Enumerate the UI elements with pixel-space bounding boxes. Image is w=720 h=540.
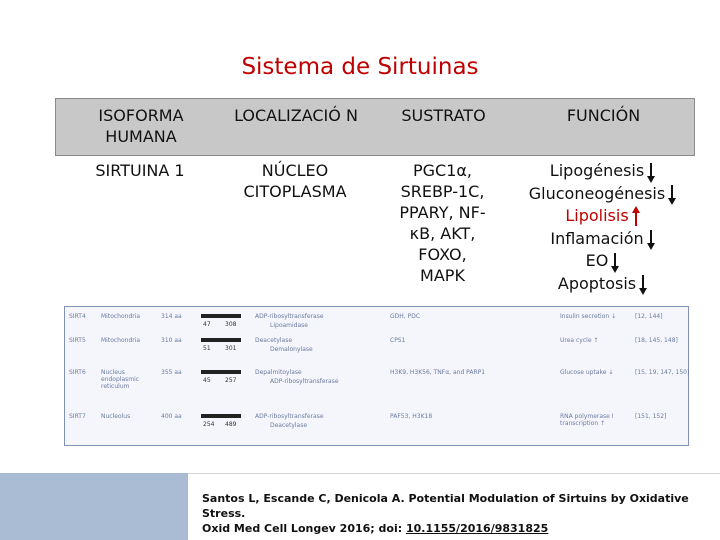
arrow-down-icon [611, 251, 619, 273]
substrate-line: MAPK [420, 266, 465, 285]
embedded-refs: [151, 152] [635, 413, 667, 420]
header-isoform: ISOFORMA HUMANA [98, 106, 184, 146]
embedded-sirt-id: SIRT5 [69, 337, 86, 344]
embedded-domain-end: 301 [225, 345, 237, 352]
citation [202, 491, 720, 536]
embedded-function: Urea cycle ↑ [560, 337, 599, 344]
embedded-activity: Deacetylase [255, 337, 293, 344]
function-cell [515, 160, 690, 295]
embedded-domain-start: 254 [203, 421, 215, 428]
embedded-domain-start: 47 [203, 321, 211, 328]
location-line: NÚCLEO [261, 161, 329, 180]
embedded-activity: ADP-ribosyltransferase [255, 413, 324, 420]
location-cell [220, 160, 370, 202]
function-item [515, 250, 690, 273]
header-function: FUNCIÓN [566, 106, 641, 125]
arrow-down-icon [647, 228, 655, 250]
substrate-line: κB, AKT, [409, 224, 476, 243]
embedded-refs: [15, 19, 147, 150] [635, 369, 690, 376]
embedded-substrates: PAF53, H3K18 [390, 413, 433, 420]
substrate-line: PGC1α, [412, 161, 473, 180]
slide-title: Sistema de Sirtuinas [241, 54, 479, 80]
function-label: Lipolisis [565, 206, 629, 225]
embedded-domain-start: 51 [203, 345, 211, 352]
embedded-domain-end: 257 [225, 377, 237, 384]
embedded-size: 314 aa [161, 313, 182, 320]
embedded-domain-bar [201, 338, 241, 342]
substrate-line: SREBP-1C, [400, 182, 485, 201]
embedded-activity-2: ADP-ribosyltransferase [270, 378, 339, 385]
function-label: Gluconeogénesis [528, 183, 666, 203]
embedded-substrates: H3K9, H3K56, TNFα, and PARP1 [390, 369, 486, 376]
embedded-activity: ADP-ribosyltransferase [255, 313, 324, 320]
table-row [55, 156, 695, 306]
function-label: Lipogénesis [549, 161, 645, 180]
embedded-location: Mitochondria [101, 337, 141, 344]
function-label: EO [585, 251, 609, 270]
embedded-sirt-id: SIRT6 [69, 369, 86, 376]
substrate-line: PPARY, NF- [399, 203, 486, 222]
embedded-activity: Depalmitoylase [255, 369, 302, 376]
arrow-down-icon [639, 273, 647, 295]
function-label: Inflamación [550, 228, 644, 248]
function-item [515, 273, 690, 296]
isoform-cell: SIRTUINA 1 [95, 161, 185, 180]
function-item [515, 205, 690, 228]
table-header-row [55, 98, 695, 156]
embedded-domain-start: 45 [203, 377, 211, 384]
embedded-location: Nucleus endoplasmic reticulum [101, 369, 140, 390]
embedded-sirt-id: SIRT7 [69, 413, 86, 420]
arrow-up-icon [632, 206, 640, 228]
embedded-activity-2: Lipoamidase [270, 322, 308, 329]
embedded-substrates: CPS1 [390, 337, 406, 344]
function-item [515, 228, 690, 251]
arrow-down-icon [668, 183, 676, 205]
doi-link[interactable]: 10.1155/2016/9831825 [405, 522, 549, 535]
citation-line-1: Santos L, Escande C, Denicola A. Potential Modulation of Sirtuins by Oxidative Stress. [202, 492, 689, 520]
embedded-domain-bar [201, 414, 241, 418]
function-label: Apoptosis [557, 273, 637, 293]
embedded-substrates: GDH, PDC [390, 313, 421, 320]
embedded-table-row [65, 413, 688, 443]
decorative-sidebar-block [0, 473, 188, 540]
footer-divider [188, 473, 720, 474]
header-location: LOCALIZACIÓ N [234, 106, 358, 125]
function-item [515, 160, 690, 183]
embedded-size: 355 aa [161, 369, 182, 376]
citation-journal: Oxid Med Cell Longev 2016; doi: [202, 522, 406, 535]
header-substrate: SUSTRATO [401, 106, 486, 125]
embedded-domain-end: 308 [225, 321, 237, 328]
embedded-domain-bar [201, 370, 241, 374]
function-item [515, 183, 690, 206]
embedded-table-row [65, 337, 688, 367]
embedded-size: 310 aa [161, 337, 182, 344]
embedded-activity-2: Demalonylase [270, 346, 313, 353]
embedded-domain-end: 489 [225, 421, 237, 428]
embedded-table-row [65, 369, 688, 399]
embedded-refs: [18, 145, 148] [635, 337, 678, 344]
embedded-activity-2: Deacetylase [270, 422, 308, 429]
embedded-size: 400 aa [161, 413, 182, 420]
embedded-function: Insulin secretion ↓ [560, 313, 617, 320]
arrow-down-icon [647, 161, 655, 183]
embedded-refs: [12, 144] [635, 313, 663, 320]
embedded-domain-bar [201, 314, 241, 318]
location-line: CITOPLASMA [243, 182, 347, 201]
embedded-location: Nucleolus [101, 413, 131, 420]
embedded-sirt-id: SIRT4 [69, 313, 86, 320]
embedded-function: Glucose uptake ↓ [560, 369, 614, 376]
embedded-sirtuin-table-image [64, 306, 689, 446]
embedded-location: Mitochondria [101, 313, 141, 320]
substrate-cell [375, 160, 510, 286]
substrate-line: FOXO, [418, 245, 467, 264]
citation-line-2 [202, 521, 720, 536]
embedded-function: RNA polymerase I transcription ↑ [560, 413, 614, 427]
